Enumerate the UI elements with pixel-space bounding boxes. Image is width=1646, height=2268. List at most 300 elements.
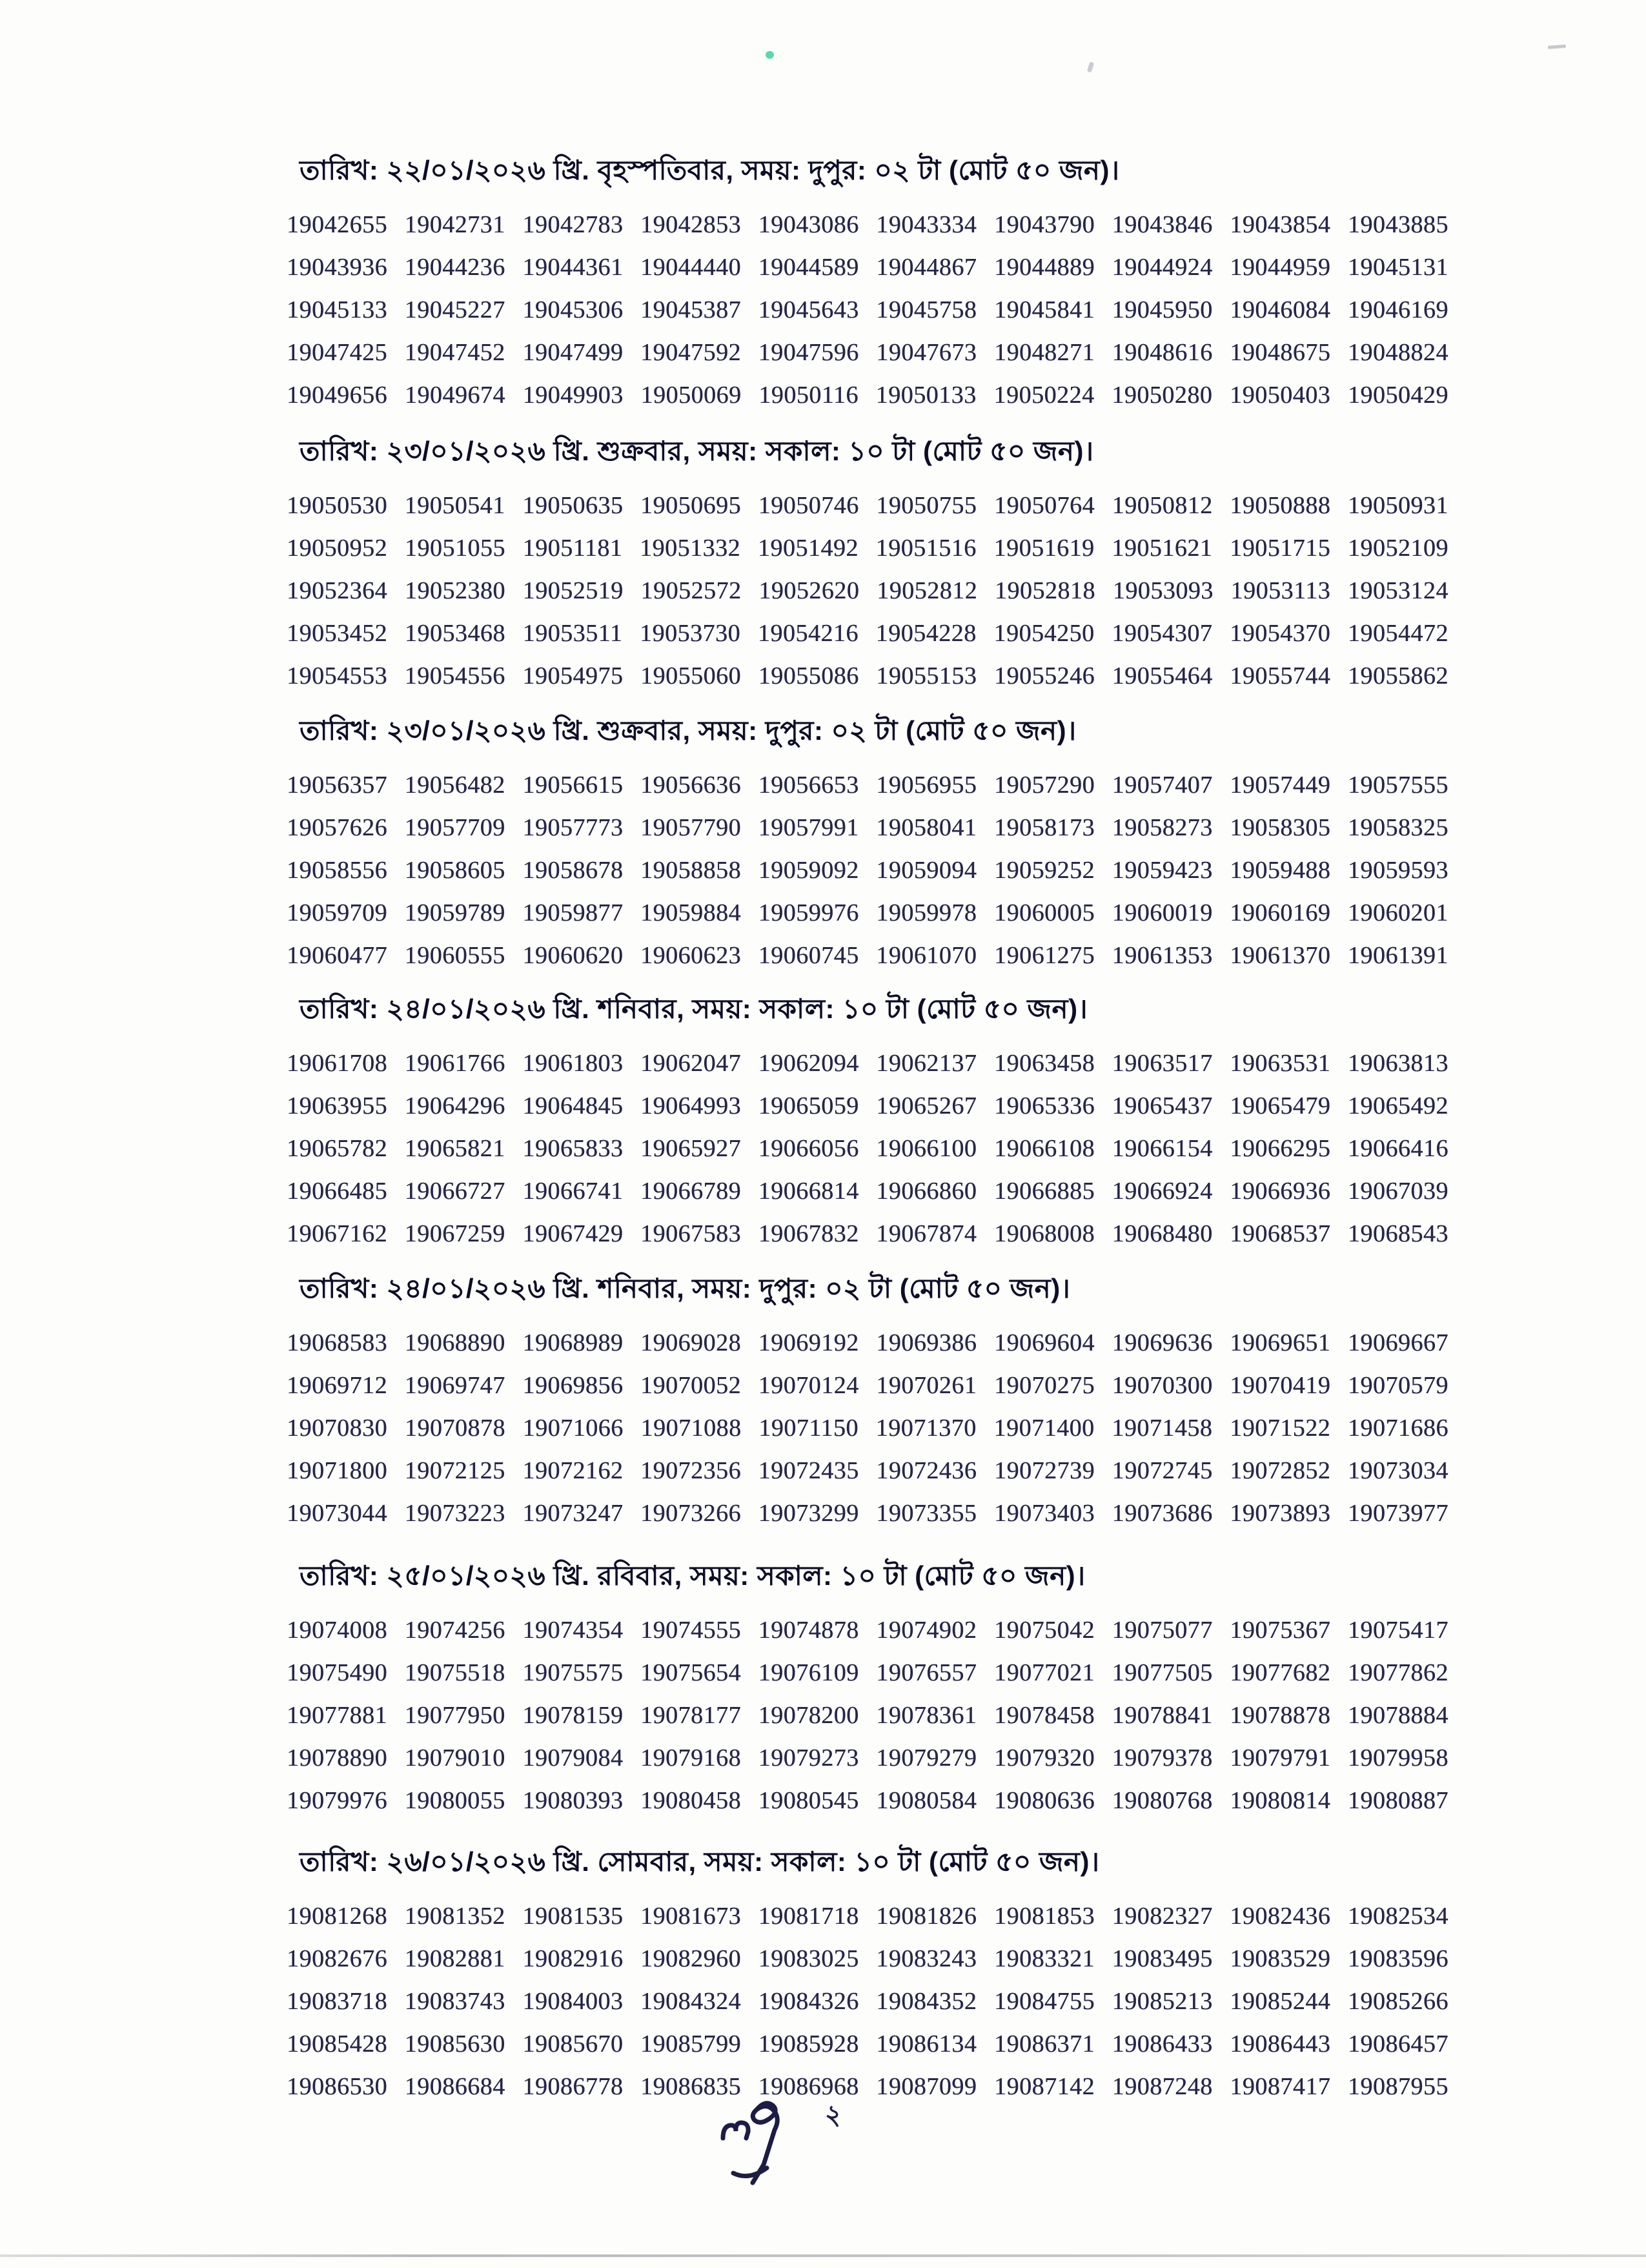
roll-number: 19052572 xyxy=(640,577,742,604)
roll-number: 19086457 xyxy=(1347,2030,1448,2058)
roll-number: 19087417 xyxy=(1230,2072,1331,2100)
roll-number: 19065479 xyxy=(1230,1092,1331,1119)
roll-number: 19068890 xyxy=(404,1329,505,1356)
roll-number: 19048675 xyxy=(1230,338,1331,366)
roll-number: 19060620 xyxy=(522,941,624,969)
roll-number: 19062137 xyxy=(876,1049,977,1077)
roll-number: 19054250 xyxy=(993,619,1095,647)
roll-number: 19056615 xyxy=(522,771,624,799)
roll-number: 19073299 xyxy=(758,1499,859,1527)
roll-number: 19051715 xyxy=(1230,534,1331,562)
roll-number: 19072162 xyxy=(522,1456,624,1484)
roll-number: 19065927 xyxy=(640,1134,741,1162)
schedule-section xyxy=(287,434,1448,697)
schedule-section xyxy=(287,1845,1448,2108)
roll-number: 19066936 xyxy=(1230,1177,1331,1205)
roll-number: 19061070 xyxy=(876,941,977,969)
section-rows xyxy=(287,203,1448,416)
roll-number: 19060745 xyxy=(758,941,859,969)
roll-number: 19045841 xyxy=(993,296,1095,323)
roll-number: 19066416 xyxy=(1347,1134,1448,1162)
roll-number: 19044440 xyxy=(640,253,741,281)
roll-number: 19059709 xyxy=(287,899,387,926)
roll-number: 19074878 xyxy=(758,1616,859,1644)
signature-mark xyxy=(718,2090,802,2200)
roll-number: 19079279 xyxy=(876,1744,977,1772)
roll-number-row xyxy=(287,1170,1448,1212)
roll-number: 19067039 xyxy=(1347,1177,1448,1205)
roll-number-row xyxy=(287,2065,1448,2108)
roll-number: 19070830 xyxy=(287,1414,387,1442)
roll-number: 19086684 xyxy=(404,2072,505,2100)
roll-number: 19059978 xyxy=(876,899,977,926)
roll-number: 19065821 xyxy=(404,1134,505,1162)
roll-number-row xyxy=(287,1449,1448,1492)
roll-number: 19054556 xyxy=(404,662,505,690)
roll-number: 19081673 xyxy=(640,1902,741,1930)
roll-number: 19069667 xyxy=(1347,1329,1448,1356)
roll-number: 19059789 xyxy=(404,899,505,926)
roll-number: 19047452 xyxy=(404,338,505,366)
roll-number-row xyxy=(287,764,1448,806)
roll-number: 19084003 xyxy=(522,1987,624,2015)
roll-number: 19043846 xyxy=(1112,210,1213,238)
roll-number: 19080458 xyxy=(640,1786,741,1814)
roll-number-row xyxy=(287,289,1448,331)
roll-number-row xyxy=(287,1609,1448,1651)
roll-number: 19046084 xyxy=(1230,296,1331,323)
roll-number-row xyxy=(287,1895,1448,1937)
roll-number: 19084755 xyxy=(993,1987,1095,2015)
roll-number: 19053113 xyxy=(1230,577,1331,604)
roll-number: 19086778 xyxy=(522,2072,624,2100)
roll-number: 19044589 xyxy=(758,253,859,281)
roll-number: 19066860 xyxy=(876,1177,977,1205)
roll-number: 19062047 xyxy=(640,1049,741,1077)
roll-number: 19080887 xyxy=(1347,1786,1448,1814)
roll-number: 19055744 xyxy=(1230,662,1331,690)
roll-number: 19069651 xyxy=(1230,1329,1331,1356)
roll-number: 19042731 xyxy=(404,210,505,238)
roll-number: 19077682 xyxy=(1230,1659,1331,1686)
roll-number: 19044924 xyxy=(1112,253,1213,281)
roll-number-row xyxy=(287,1042,1448,1085)
roll-number-row xyxy=(287,934,1448,977)
roll-number: 19045227 xyxy=(404,296,505,323)
roll-number: 19071458 xyxy=(1112,1414,1213,1442)
roll-number: 19074902 xyxy=(876,1616,977,1644)
roll-number: 19047673 xyxy=(876,338,977,366)
roll-number: 19068480 xyxy=(1112,1220,1213,1247)
roll-number: 19045643 xyxy=(758,296,859,323)
section-header: তারিখ: ২৬/০১/২০২৬ খ্রি. সোমবার, সময়: সকাল: ১০ টা (মোট ৫০ জন)। xyxy=(300,1846,1100,1877)
roll-number-row xyxy=(287,2023,1448,2065)
section-header: তারিখ: ২৪/০১/২০২৬ খ্রি. শনিবার, সময়: দুপুর: ০২ টা (মোট ৫০ জন)। xyxy=(300,1273,1071,1303)
roll-number: 19063517 xyxy=(1112,1049,1213,1077)
roll-number: 19053124 xyxy=(1347,577,1448,604)
roll-number-row xyxy=(287,1407,1448,1449)
roll-number: 19063531 xyxy=(1230,1049,1331,1077)
roll-number: 19066485 xyxy=(287,1177,387,1205)
roll-number: 19057555 xyxy=(1347,771,1448,799)
roll-number: 19063955 xyxy=(287,1092,387,1119)
roll-number: 19042853 xyxy=(640,210,741,238)
roll-number: 19060623 xyxy=(640,941,741,969)
roll-number: 19073893 xyxy=(1230,1499,1331,1527)
roll-number: 19045131 xyxy=(1347,253,1448,281)
roll-number: 19050695 xyxy=(640,491,741,519)
roll-number: 19068989 xyxy=(522,1329,624,1356)
roll-number: 19056357 xyxy=(287,771,387,799)
roll-number: 19051055 xyxy=(404,534,505,562)
roll-number: 19043885 xyxy=(1347,210,1448,238)
roll-number: 19065336 xyxy=(993,1092,1095,1119)
schedule-section xyxy=(287,1272,1448,1535)
roll-number: 19079958 xyxy=(1347,1744,1448,1772)
roll-number: 19052812 xyxy=(877,577,978,604)
roll-number: 19053468 xyxy=(404,619,505,647)
roll-number: 19052620 xyxy=(758,577,860,604)
roll-number-row xyxy=(287,527,1448,569)
roll-number-row xyxy=(287,1127,1448,1170)
roll-number: 19063813 xyxy=(1347,1049,1448,1077)
roll-number: 19050224 xyxy=(993,381,1095,409)
roll-number: 19061766 xyxy=(404,1049,505,1077)
roll-number: 19072125 xyxy=(404,1456,505,1484)
roll-number: 19043936 xyxy=(287,253,387,281)
roll-number: 19082327 xyxy=(1112,1902,1213,1930)
roll-number: 19066154 xyxy=(1112,1134,1213,1162)
roll-number: 19073403 xyxy=(993,1499,1095,1527)
roll-number-row xyxy=(287,203,1448,246)
roll-number: 19082436 xyxy=(1230,1902,1331,1930)
schedule-section xyxy=(287,1559,1448,1822)
scan-bottom-edge xyxy=(0,2254,1646,2257)
roll-number: 19045306 xyxy=(522,296,624,323)
roll-number: 19083025 xyxy=(758,1945,859,1972)
roll-number: 19079378 xyxy=(1112,1744,1213,1772)
roll-number: 19044236 xyxy=(404,253,505,281)
section-rows xyxy=(287,484,1448,697)
roll-number: 19087955 xyxy=(1347,2072,1448,2100)
roll-number: 19050888 xyxy=(1230,491,1331,519)
roll-number: 19055153 xyxy=(876,662,977,690)
roll-number: 19071088 xyxy=(640,1414,742,1442)
roll-number: 19053730 xyxy=(640,619,741,647)
roll-number: 19057709 xyxy=(404,813,505,841)
roll-number: 19078200 xyxy=(758,1701,859,1729)
roll-number: 19070052 xyxy=(640,1371,741,1399)
roll-number: 19071800 xyxy=(287,1456,387,1484)
roll-number: 19085428 xyxy=(287,2030,387,2058)
roll-number-row xyxy=(287,1322,1448,1364)
roll-number: 19080545 xyxy=(758,1786,859,1814)
roll-number: 19069192 xyxy=(758,1329,859,1356)
roll-number: 19058173 xyxy=(993,813,1095,841)
roll-number: 19044361 xyxy=(522,253,624,281)
roll-number: 19061275 xyxy=(993,941,1095,969)
section-header: তারিখ: ২৫/০১/২০২৬ খ্রি. রবিবার, সময়: সকাল: ১০ টা (মোট ৫০ জন)। xyxy=(300,1560,1086,1591)
roll-number: 19085799 xyxy=(640,2030,741,2058)
roll-number: 19059976 xyxy=(758,899,859,926)
roll-number-row xyxy=(287,1212,1448,1255)
roll-number: 19049674 xyxy=(404,381,505,409)
roll-number: 19052818 xyxy=(994,577,1095,604)
roll-number: 19085266 xyxy=(1347,1987,1448,2015)
roll-number: 19058858 xyxy=(640,856,741,884)
section-header: তারিখ: ২৩/০১/২০২৬ খ্রি. শুক্রবার, সময়: সকাল: ১০ টা (মোট ৫০ জন)। xyxy=(300,436,1094,466)
roll-number: 19078890 xyxy=(287,1744,387,1772)
roll-number: 19053093 xyxy=(1112,577,1214,604)
roll-number-row xyxy=(287,1085,1448,1127)
roll-number: 19050541 xyxy=(404,491,505,519)
roll-number: 19073355 xyxy=(876,1499,977,1527)
roll-number: 19068537 xyxy=(1230,1220,1331,1247)
roll-number: 19079791 xyxy=(1230,1744,1331,1772)
roll-number-row xyxy=(287,331,1448,374)
roll-number: 19050403 xyxy=(1230,381,1331,409)
roll-number: 19069604 xyxy=(993,1329,1095,1356)
roll-number: 19069712 xyxy=(287,1371,387,1399)
section-header: তারিখ: ২৪/০১/২০২৬ খ্রি. শনিবার, সময়: সকাল: ১০ টা (মোট ৫০ জন)। xyxy=(300,994,1088,1024)
roll-number: 19071066 xyxy=(522,1414,624,1442)
roll-number: 19045133 xyxy=(287,296,387,323)
roll-number: 19069856 xyxy=(522,1371,624,1399)
roll-number: 19083321 xyxy=(993,1945,1095,1972)
roll-number: 19078884 xyxy=(1347,1701,1448,1729)
roll-number: 19054975 xyxy=(522,662,624,690)
roll-number: 19068008 xyxy=(993,1220,1095,1247)
roll-number: 19065437 xyxy=(1112,1092,1213,1119)
roll-number: 19073044 xyxy=(287,1499,387,1527)
roll-number: 19079320 xyxy=(993,1744,1095,1772)
roll-number: 19084324 xyxy=(640,1987,741,2015)
roll-number-row xyxy=(287,1694,1448,1737)
roll-number-row xyxy=(287,849,1448,892)
roll-number: 19087248 xyxy=(1112,2072,1213,2100)
roll-number: 19075417 xyxy=(1347,1616,1448,1644)
roll-number: 19075654 xyxy=(640,1659,741,1686)
roll-number: 19050764 xyxy=(993,491,1095,519)
section-rows xyxy=(287,1609,1448,1822)
roll-number: 19072739 xyxy=(993,1456,1095,1484)
roll-number: 19069747 xyxy=(404,1371,505,1399)
roll-number: 19056955 xyxy=(876,771,977,799)
roll-number: 19065059 xyxy=(758,1092,859,1119)
roll-number: 19081268 xyxy=(287,1902,387,1930)
roll-number: 19048616 xyxy=(1112,338,1213,366)
roll-number: 19078878 xyxy=(1230,1701,1331,1729)
roll-number: 19052364 xyxy=(287,577,387,604)
roll-number: 19048824 xyxy=(1347,338,1448,366)
roll-number: 19077950 xyxy=(404,1701,505,1729)
roll-number: 19057790 xyxy=(640,813,741,841)
roll-number-row xyxy=(287,1651,1448,1694)
roll-number: 19076557 xyxy=(876,1659,977,1686)
roll-number: 19072436 xyxy=(876,1456,977,1484)
roll-number: 19078361 xyxy=(876,1701,977,1729)
roll-number: 19058325 xyxy=(1347,813,1448,841)
roll-number: 19065267 xyxy=(876,1092,977,1119)
roll-number: 19056482 xyxy=(404,771,505,799)
roll-number: 19060005 xyxy=(993,899,1095,926)
schedule-section xyxy=(287,714,1448,977)
roll-number: 19085928 xyxy=(758,2030,859,2058)
roll-number: 19079010 xyxy=(404,1744,505,1772)
roll-number: 19061353 xyxy=(1112,941,1213,969)
roll-number: 19059488 xyxy=(1230,856,1331,884)
roll-number: 19082534 xyxy=(1347,1902,1448,1930)
roll-number: 19048271 xyxy=(993,338,1095,366)
roll-number: 19044889 xyxy=(993,253,1095,281)
roll-number: 19087142 xyxy=(993,2072,1095,2100)
roll-number: 19042655 xyxy=(287,210,387,238)
roll-number: 19070579 xyxy=(1347,1371,1448,1399)
roll-number: 19054472 xyxy=(1347,619,1448,647)
roll-number: 19075042 xyxy=(993,1616,1095,1644)
section-rows xyxy=(287,764,1448,977)
roll-number: 19086134 xyxy=(876,2030,977,2058)
roll-number: 19066885 xyxy=(993,1177,1095,1205)
roll-number: 19059092 xyxy=(758,856,859,884)
roll-number: 19081352 xyxy=(404,1902,505,1930)
roll-number-row xyxy=(287,484,1448,527)
roll-number: 19080584 xyxy=(876,1786,977,1814)
roll-number: 19083596 xyxy=(1347,1945,1448,1972)
roll-number: 19067429 xyxy=(522,1220,624,1247)
roll-number: 19072356 xyxy=(640,1456,741,1484)
roll-number: 19057991 xyxy=(758,813,859,841)
roll-number: 19084352 xyxy=(876,1987,977,2015)
roll-number: 19050746 xyxy=(758,491,859,519)
roll-number: 19051181 xyxy=(522,534,623,562)
roll-number: 19060169 xyxy=(1230,899,1331,926)
roll-number: 19076109 xyxy=(758,1659,859,1686)
roll-number: 19068583 xyxy=(287,1329,387,1356)
roll-number: 19080814 xyxy=(1230,1786,1331,1814)
roll-number-row xyxy=(287,1492,1448,1535)
roll-number: 19066100 xyxy=(876,1134,977,1162)
roll-number: 19045950 xyxy=(1112,296,1213,323)
roll-number: 19059593 xyxy=(1347,856,1448,884)
roll-number: 19059252 xyxy=(993,856,1095,884)
roll-number: 19052519 xyxy=(522,577,624,604)
roll-number: 19057626 xyxy=(287,813,387,841)
roll-number: 19043334 xyxy=(876,210,977,238)
roll-number: 19081826 xyxy=(876,1902,977,1930)
roll-number: 19072852 xyxy=(1230,1456,1331,1484)
roll-number: 19086835 xyxy=(640,2072,741,2100)
roll-number: 19074354 xyxy=(522,1616,624,1644)
roll-number: 19060555 xyxy=(404,941,505,969)
roll-number: 19061391 xyxy=(1347,941,1448,969)
roll-number: 19058556 xyxy=(287,856,387,884)
roll-number: 19064993 xyxy=(640,1092,741,1119)
roll-number: 19050069 xyxy=(640,381,742,409)
roll-number: 19049656 xyxy=(287,381,387,409)
roll-number: 19074555 xyxy=(640,1616,741,1644)
roll-number: 19055086 xyxy=(758,662,859,690)
roll-number: 19058605 xyxy=(404,856,505,884)
roll-number: 19058305 xyxy=(1230,813,1331,841)
roll-number: 19060019 xyxy=(1112,899,1213,926)
roll-number: 19046169 xyxy=(1347,296,1448,323)
roll-number: 19060477 xyxy=(287,941,387,969)
roll-number: 19059877 xyxy=(522,899,624,926)
roll-number: 19081718 xyxy=(758,1902,859,1930)
roll-number: 19070124 xyxy=(758,1371,859,1399)
roll-number: 19055862 xyxy=(1347,662,1448,690)
roll-number-row xyxy=(287,1737,1448,1779)
roll-number: 19050931 xyxy=(1347,491,1448,519)
roll-number: 19050429 xyxy=(1347,381,1448,409)
roll-number: 19075077 xyxy=(1112,1616,1213,1644)
roll-number: 19069028 xyxy=(640,1329,741,1356)
roll-number: 19066056 xyxy=(758,1134,859,1162)
roll-number: 19072745 xyxy=(1112,1456,1213,1484)
roll-number: 19084326 xyxy=(758,1987,859,2015)
roll-number: 19059884 xyxy=(640,899,741,926)
section-rows xyxy=(287,1322,1448,1535)
roll-number: 19061803 xyxy=(522,1049,624,1077)
roll-number: 19077862 xyxy=(1347,1659,1448,1686)
roll-number: 19065782 xyxy=(287,1134,387,1162)
roll-number: 19070878 xyxy=(404,1414,505,1442)
roll-number: 19043854 xyxy=(1230,210,1331,238)
roll-number: 19086371 xyxy=(993,2030,1095,2058)
roll-number: 19085630 xyxy=(404,2030,505,2058)
roll-number: 19079084 xyxy=(522,1744,624,1772)
roll-number: 19071400 xyxy=(993,1414,1095,1442)
roll-number: 19068543 xyxy=(1347,1220,1448,1247)
roll-number: 19078177 xyxy=(640,1701,741,1729)
roll-number: 19061708 xyxy=(287,1049,387,1077)
roll-number: 19043790 xyxy=(993,210,1095,238)
roll-number: 19050755 xyxy=(876,491,977,519)
roll-number: 19070419 xyxy=(1230,1371,1331,1399)
roll-number-row xyxy=(287,1937,1448,1980)
roll-number: 19082960 xyxy=(640,1945,741,1972)
roll-number-row xyxy=(287,1364,1448,1407)
roll-number: 19051332 xyxy=(640,534,741,562)
roll-number: 19078841 xyxy=(1112,1701,1213,1729)
roll-number: 19080055 xyxy=(404,1786,505,1814)
roll-number-row xyxy=(287,806,1448,849)
roll-number: 19070275 xyxy=(993,1371,1095,1399)
roll-number: 19083495 xyxy=(1112,1945,1213,1972)
roll-number: 19054216 xyxy=(757,619,859,647)
roll-number-row xyxy=(287,655,1448,697)
roll-number: 19070300 xyxy=(1112,1371,1213,1399)
roll-number: 19058678 xyxy=(522,856,624,884)
roll-number: 19069636 xyxy=(1112,1329,1213,1356)
roll-number: 19051492 xyxy=(757,534,859,562)
roll-number: 19083718 xyxy=(287,1987,387,2015)
roll-number: 19073686 xyxy=(1112,1499,1213,1527)
roll-number-row xyxy=(287,612,1448,655)
roll-number: 19055060 xyxy=(640,662,741,690)
roll-number: 19052109 xyxy=(1347,534,1448,562)
roll-number: 19067583 xyxy=(640,1220,741,1247)
roll-number: 19086443 xyxy=(1230,2030,1331,2058)
roll-number-row xyxy=(287,1779,1448,1822)
roll-number: 19081535 xyxy=(522,1902,624,1930)
roll-number: 19066108 xyxy=(993,1134,1095,1162)
roll-number-row xyxy=(287,569,1448,612)
scan-dot-artifact xyxy=(766,51,774,59)
roll-number: 19054370 xyxy=(1230,619,1331,647)
roll-number: 19050116 xyxy=(758,381,859,409)
